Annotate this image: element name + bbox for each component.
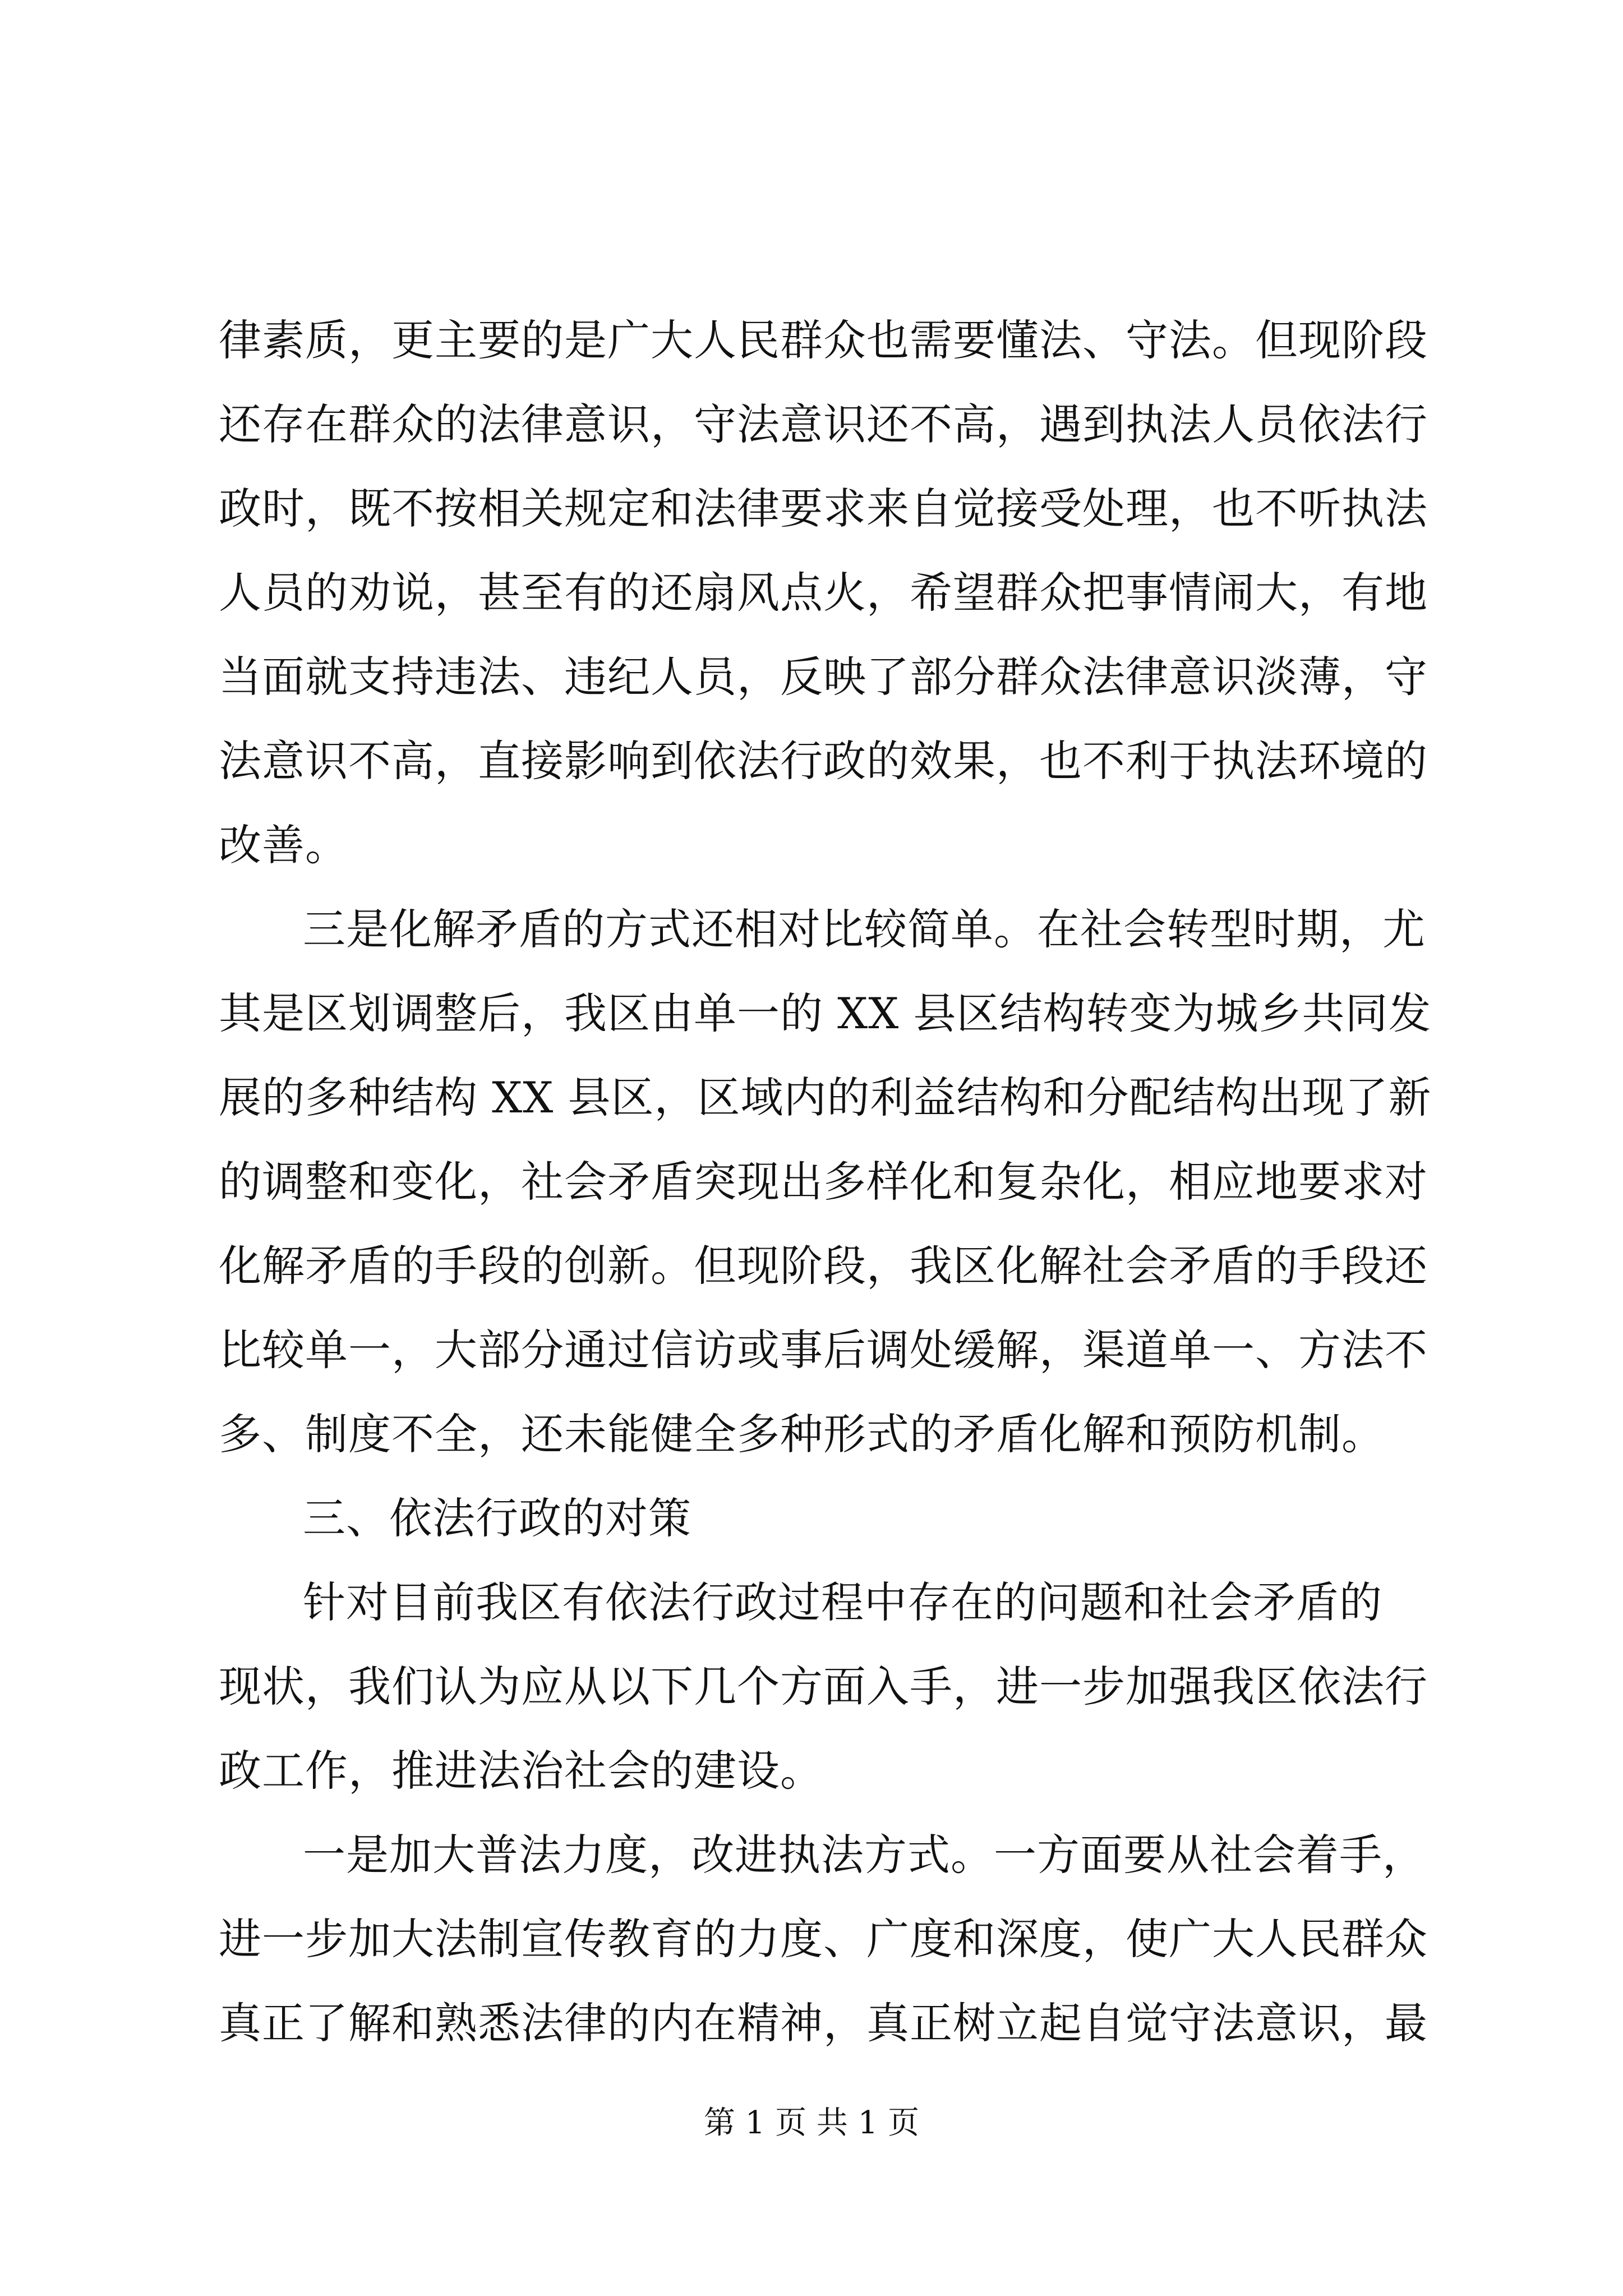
text-line: 当面就支持违法、违纪人员，反映了部分群众法律意识淡薄，守 [219, 652, 1428, 702]
paragraph-first-line: 一是加大普法力度，改进执法方式。一方面要从社会着手， [303, 1830, 1426, 1880]
text-line: 改善。 [219, 820, 348, 870]
text-line: 比较单一，大部分通过信访或事后调处缓解，渠道单一、方法不 [219, 1325, 1428, 1375]
paragraph-first-line: 针对目前我区有依法行政过程中存在的问题和社会矛盾的 [303, 1577, 1382, 1627]
text-line: 进一步加大法制宣传教育的力度、广度和深度，使广大人民群众 [219, 1914, 1428, 1964]
page-number-footer: 第 1 页 共 1 页 [703, 2105, 920, 2141]
text-line: 政工作，推进法治社会的建设。 [219, 1746, 823, 1796]
text-line: 法意识不高，直接影响到依法行政的效果，也不利于执法环境的 [219, 736, 1428, 786]
text-line: 多、制度不全，还未能健全多种形式的矛盾化解和预防机制。 [219, 1409, 1385, 1459]
paragraph-first-line: 三是化解矛盾的方式还相对比较简单。在社会转型时期，尤 [303, 904, 1426, 954]
section-heading: 三、依法行政的对策 [303, 1493, 691, 1543]
text-line: 其是区划调整后，我区由单一的 XX 县区结构转变为城乡共同发 [219, 988, 1432, 1038]
text-line: 还存在群众的法律意识，守法意识还不高，遇到执法人员依法行 [219, 399, 1428, 449]
text-line: 化解矛盾的手段的创新。但现阶段，我区化解社会矛盾的手段还 [219, 1241, 1428, 1291]
text-line: 真正了解和熟悉法律的内在精神，真正树立起自觉守法意识，最 [219, 1998, 1428, 2048]
text-line: 政时，既不按相关规定和法律要求来自觉接受处理，也不听执法 [219, 484, 1428, 533]
text-line: 人员的劝说，甚至有的还扇风点火，希望群众把事情闹大，有地 [219, 568, 1428, 618]
text-line: 律素质，更主要的是广大人民群众也需要懂法、守法。但现阶段 [219, 315, 1428, 365]
text-line: 现状，我们认为应从以下几个方面入手，进一步加强我区依法行 [219, 1662, 1428, 1711]
text-line: 展的多种结构 XX 县区，区域内的利益结构和分配结构出现了新 [219, 1073, 1432, 1122]
text-line: 的调整和变化，社会矛盾突现出多样化和复杂化，相应地要求对 [219, 1157, 1428, 1207]
